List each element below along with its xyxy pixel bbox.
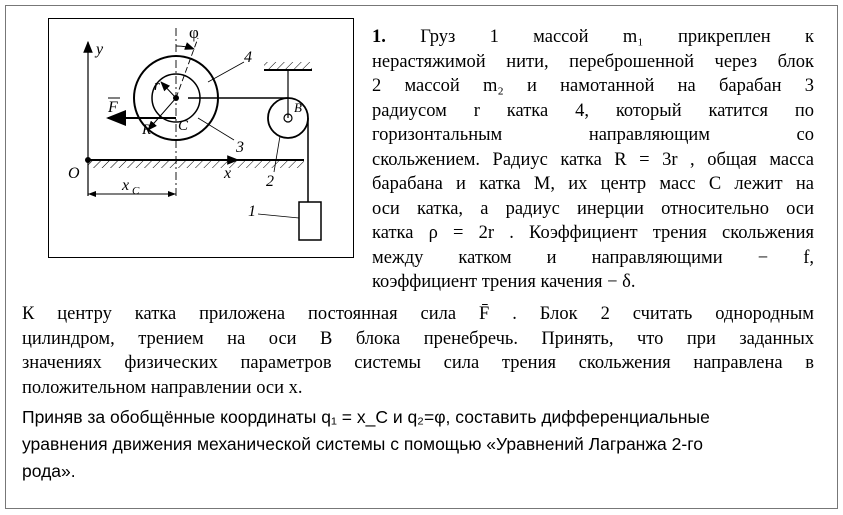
label-xc-sub: C xyxy=(132,185,140,197)
problem-line: оси катка, а радиус инерции относительно оси xyxy=(372,198,814,219)
mechanism-diagram xyxy=(48,18,354,258)
label-R: R xyxy=(142,122,152,138)
problem-number: 1. xyxy=(372,27,386,47)
problem-line: коэффициент трения качения − δ. xyxy=(372,272,636,292)
problem-line: горизонтальным направляющим со xyxy=(372,125,814,145)
label-4: 4 xyxy=(244,49,252,66)
problem-line: катка ρ = 2r . Коэффициент трения скольжения xyxy=(372,223,814,243)
label-2: 2 xyxy=(266,173,274,190)
problem-line: значениях физических параметров системы сила трения скольжения направлена в xyxy=(22,353,814,373)
task-line: Приняв за обобщённые координаты q₁ = x_C и q₂=φ, составить дифференциальные xyxy=(22,407,710,427)
problem-line: 2 массой m₂ и намотанной на барабан 3 xyxy=(372,76,814,96)
problem-line: барабана и катка M, их центр масс C лежит на xyxy=(372,174,814,194)
mechanism-figure xyxy=(48,18,354,258)
label-xc: x xyxy=(122,177,130,194)
problem-statement-right xyxy=(372,25,814,295)
xc-arrow-right xyxy=(168,191,176,197)
label-origin: O xyxy=(68,165,80,182)
problem-line: положительном направлении оси x. xyxy=(22,377,303,398)
problem-line xyxy=(372,25,814,50)
task-line: рода». xyxy=(22,461,76,481)
problem-line: нерастяжимой нити, переброшенной через блок xyxy=(372,51,814,72)
problem-line-text: Груз 1 массой m₁ прикреплен к xyxy=(420,27,815,47)
label-phi: φ xyxy=(189,23,199,42)
leader-4 xyxy=(208,62,244,82)
xc-arrow-left xyxy=(88,191,96,197)
task-statement xyxy=(22,404,814,485)
label-C: C xyxy=(178,118,189,134)
ceiling-hatch xyxy=(264,62,312,70)
origin-point xyxy=(85,157,91,163)
label-force: F xyxy=(108,99,118,116)
leader-1 xyxy=(258,214,299,218)
label-B: B xyxy=(294,100,302,115)
task-line: уравнения движения механической системы с помощью «Уравнений Лагранжа 2-го xyxy=(22,434,703,454)
problem-line: между катком и направляющими − f, xyxy=(372,247,814,268)
ground-hatch xyxy=(88,160,304,168)
label-1: 1 xyxy=(248,203,256,220)
load-1 xyxy=(299,202,321,240)
problem-statement-full xyxy=(22,302,814,400)
problem-line: скольжением. Радиус катка R = 3r , общая масса xyxy=(372,149,814,170)
phi-arc xyxy=(176,46,194,49)
problem-line: цилиндром, трением на оси B блока пренебречь. Принять, что при заданных xyxy=(22,328,814,349)
label-3: 3 xyxy=(236,139,244,156)
label-r: r xyxy=(154,78,160,94)
label-y: y xyxy=(96,41,104,58)
problem-line: К центру катка приложена постоянная сила F̄ . Блок 2 считать однородным xyxy=(22,304,814,324)
label-x: x xyxy=(224,165,232,182)
problem-line: радиусом r катка 4, который катится по xyxy=(372,100,814,121)
